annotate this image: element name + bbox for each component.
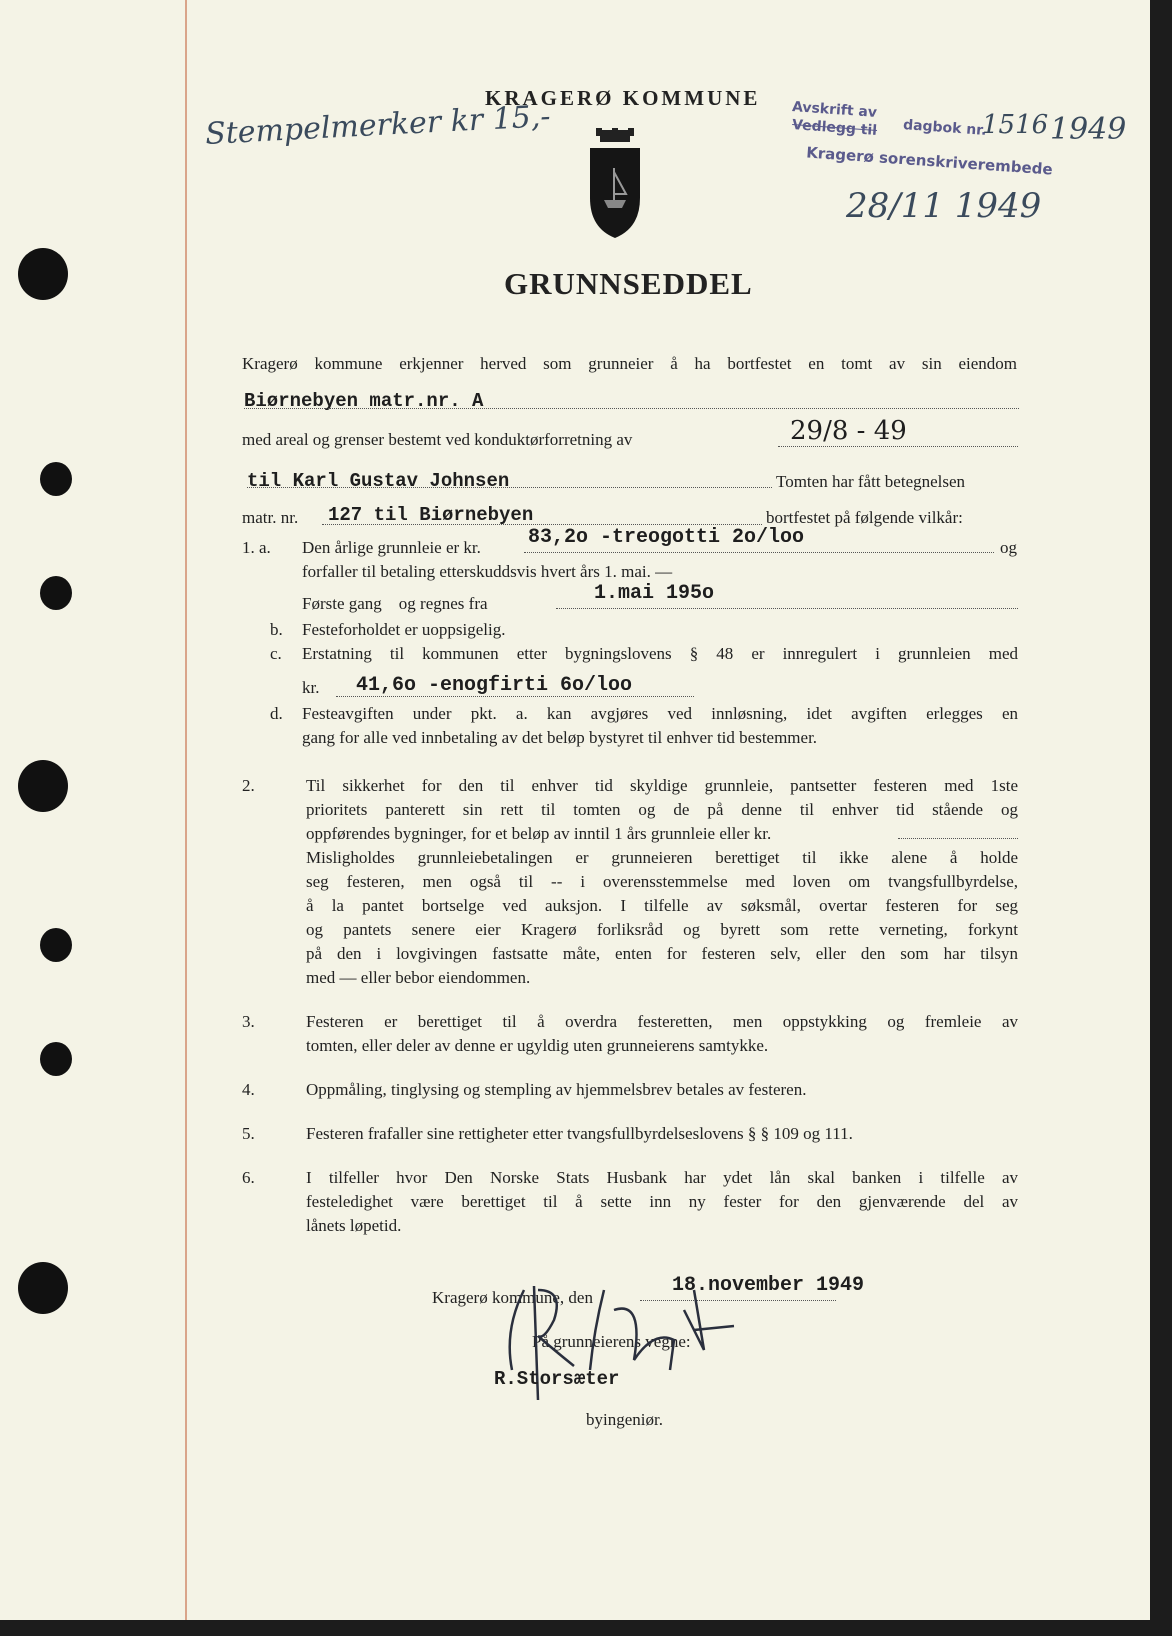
signature-place: Kragerø kommune, den [432,1288,593,1307]
dotted-line [244,408,1019,409]
section-2-line: med — eller bebor eiendommen. [306,968,531,987]
section-5-text: Festeren frafaller sine rettigheter etter tvangsfullbyrdelseslovens § § 109 og 111. [306,1124,853,1143]
dotted-line [556,608,1018,609]
lessee-name: til Karl Gustav Johnsen [247,470,510,492]
municipality-heading: KRAGERØ KOMMUNE [485,86,761,110]
punch-hole [40,1042,72,1076]
area-label: med areal og grenser bestemt ved konduktørforretning av [242,430,633,449]
section-1d-label: d. [270,704,283,723]
punch-hole [40,928,72,962]
document-title: GRUNNSEDDEL [504,266,753,301]
punch-hole [18,1262,68,1314]
margin-rule [185,0,187,1620]
section-2-number: 2. [242,776,255,795]
section-5-number: 5. [242,1124,255,1143]
section-1c-kr: kr. [302,678,320,697]
section-2-line: på den i lovgivingen fastsatte måte, enten for festeren selv, eller den som har tilsyn [306,944,1018,963]
section-1c-label: c. [270,644,282,663]
section-6-line: lånets løpetid. [306,1216,402,1235]
intro-line: Kragerø kommune erkjenner herved som grunneier å ha bortfestet en tomt av sin eiendom [242,354,1017,373]
dotted-line [247,487,772,488]
conditions-label: bortfestet på følgende vilkår: [766,508,963,527]
dotted-line [336,696,694,697]
dotted-line [322,524,762,525]
section-2-line: prioritets panterett sin rett til tomten og de på denne til enhver tid stående og [306,800,1018,819]
punch-hole [18,760,68,812]
section-3-line: tomten, eller deler av denne er ugyldig uten grunneierens samtykke. [306,1036,769,1055]
punch-hole [40,576,72,610]
ground-rent-value: 83,2o -treogotti 2o/loo [528,526,805,549]
section-1b-label: b. [270,620,283,639]
section-1-number: 1. a. [242,538,271,557]
section-2-line: seg festeren, men også til -- i overensstemmelse med loven om tvangsfullbyrdelse, [306,872,1018,891]
dotted-line [898,838,1018,839]
section-2-line: å la pantet bortselge ved auksjon. I tilfelle av søksmål, overtar festeren for seg [306,896,1018,915]
stamp-date: 28/11 1949 [846,186,1042,226]
section-2-line: oppførendes bygninger, for et beløp av inntil 1 års grunnleie eller kr. [306,824,772,843]
section-1c-text: Erstatning til kommunen etter bygningslovens § 48 er innregulert i grunnleien med [302,644,1018,663]
signatory-name: R.Storsæter [494,1368,620,1390]
section-1a-text: Den årlige grunnleie er kr. [302,538,481,557]
stamp-line-avskrift: Avskrift av [791,99,878,121]
dotted-line [778,446,1018,447]
signatory-title: byingeniør. [586,1410,663,1429]
punch-hole [18,248,68,300]
section-6-line: festeledighet være berettiget til å sette inn ny fester for den gjenværende del av [306,1192,1018,1211]
section-6-number: 6. [242,1168,255,1187]
dotted-line [524,552,994,553]
section-1a-line2: forfaller til betaling etterskuddsvis hvert års 1. mai. — [302,562,673,581]
punch-hole [40,462,72,496]
matr-value: 127 til Biørnebyen [328,504,534,526]
coat-of-arms-icon [588,128,642,240]
section-1d-line1: Festeavgiften under pkt. a. kan avgjøres ved innløsning, idet avgiften erlegges en [302,704,1018,723]
stamp-line-vedlegg: Vedlegg til [791,117,878,139]
section-1d-line2: gang for alle ved innbetaling av det beløp bystyret til enhver tid bestemmer. [302,728,818,747]
section-2-line: Til sikkerhet for den til enhver tid skyldige grunnleie, pantsetter festeren med 1ste [306,776,1018,795]
section-1a-line3: Første gang og regnes fra [302,594,488,613]
matr-label: matr. nr. [242,508,299,527]
section-2-line: Misligholdes grunnleiebetalingen er grunneieren berettiget til ikke alene å holde [306,848,1018,867]
designation-label: Tomten har fått betegnelsen [776,472,966,491]
on-behalf-label: På grunneierens vegne: [532,1332,691,1351]
section-1b-text: Festeforholdet er uoppsigelig. [302,620,506,639]
stamp-office: Kragerø sorenskriverembede [805,143,1054,179]
section-1a-og: og [1000,538,1017,557]
property-name: Biørnebyen matr.nr. A [244,390,484,412]
signature-date: 18.november 1949 [672,1274,865,1297]
area-date: 29/8 - 49 [790,416,907,446]
stamp-year: 1949 [1050,112,1127,147]
stamp-dagbok-label: dagbok nr. [902,117,987,139]
section-4-number: 4. [242,1080,255,1099]
section-4-text: Oppmåling, tinglysing og stempling av hjemmelsbrev betales av festeren. [306,1080,807,1099]
section-3-line: Festeren er berettiget til å overdra festeretten, men oppstykking og fremleie av [306,1012,1018,1031]
compensation-value: 41,6o -enogfirti 6o/loo [356,674,633,697]
stamp-dagbok-number: 1516 [982,110,1049,140]
handwritten-stamp-note: Stempelmerker kr 15,- [204,98,552,153]
first-payment-date: 1.mai 195o [594,582,715,605]
section-2-line: og pantets senere eier Kragerø forliksråd og byrett som rette verneting, forkynt [306,920,1018,939]
section-6-line: I tilfeller hvor Den Norske Stats Husbank har ydet lån skal banken i tilfelle av [306,1168,1018,1187]
section-3-number: 3. [242,1012,255,1031]
